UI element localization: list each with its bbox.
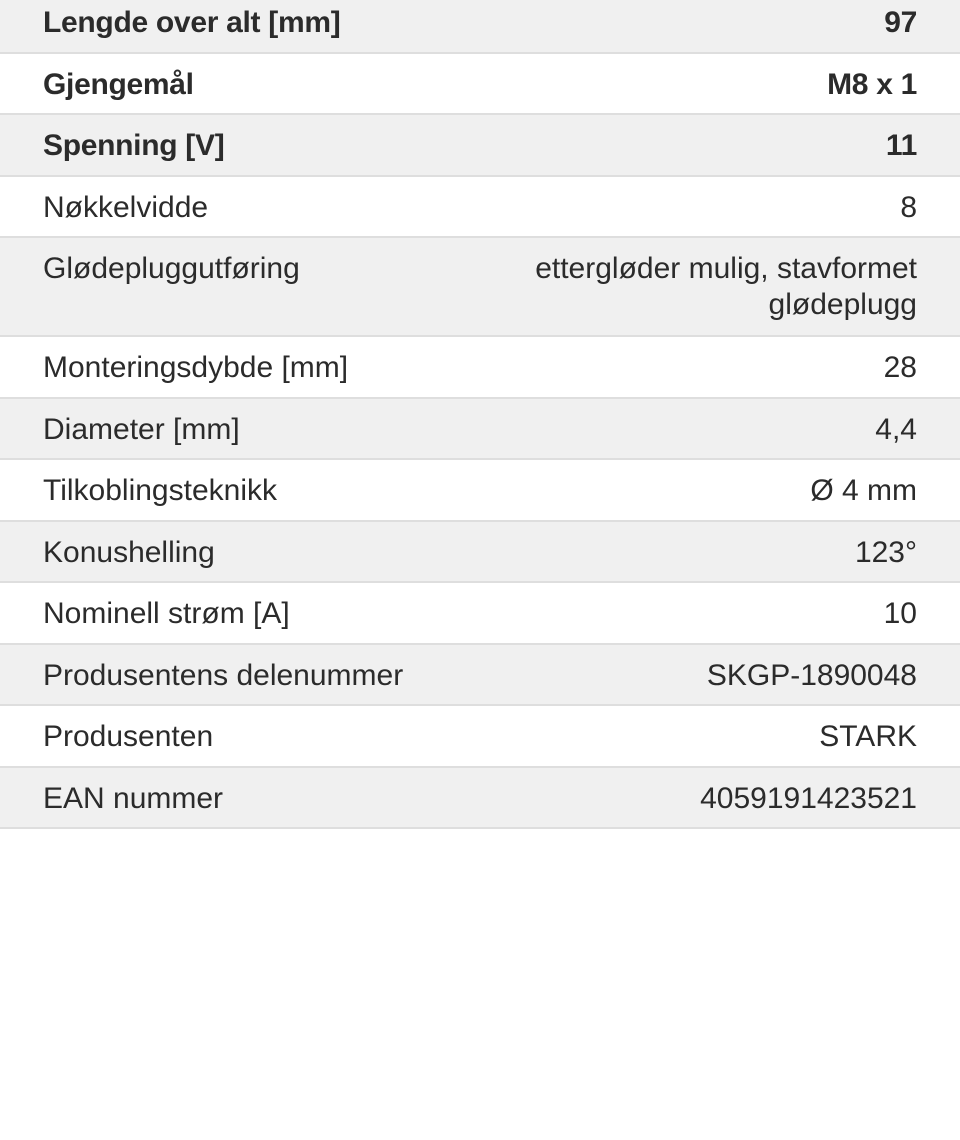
spec-row-cone-angle <box>0 522 960 584</box>
spec-value: 123° <box>854 535 917 569</box>
spec-label: Tilkoblingsteknikk <box>43 474 277 507</box>
spec-value: Ø 4 mm <box>810 474 917 507</box>
spec-row-glow-plug-type <box>0 238 960 337</box>
spec-value: 4059191423521 <box>700 781 917 815</box>
spec-row-manufacturer <box>0 706 960 768</box>
spec-row-voltage <box>0 115 960 177</box>
spec-label: Diameter [mm] <box>43 412 240 446</box>
spec-value: 28 <box>883 351 917 384</box>
spec-label: Produsentens delenummer <box>43 658 404 692</box>
spec-label: Nominell strøm [A] <box>43 597 290 630</box>
spec-value: 8 <box>900 190 917 224</box>
spec-label: Monteringsdybde [mm] <box>43 351 349 384</box>
spec-value: M8 x 1 <box>827 67 917 101</box>
spec-row-wrench-size <box>0 177 960 239</box>
spec-row-overall-length <box>0 0 960 54</box>
spec-label: Glødepluggutføring <box>43 252 300 285</box>
spec-label: Konushelling <box>43 535 215 569</box>
spec-value: ettergløder mulig, stavformet glødeplugg <box>535 252 917 321</box>
spec-value: STARK <box>819 720 917 753</box>
spec-value: 11 <box>885 129 917 162</box>
spec-label: Gjengemål <box>43 67 194 101</box>
spec-label: Spenning [V] <box>43 129 225 162</box>
spec-value: 97 <box>884 6 917 39</box>
spec-row-manufacturer-part-number <box>0 645 960 707</box>
spec-value: 4,4 <box>875 412 917 446</box>
spec-label: Produsenten <box>43 720 214 753</box>
spec-row-mounting-depth <box>0 337 960 399</box>
spec-value: SKGP-1890048 <box>706 658 917 692</box>
spec-label: Lengde over alt [mm] <box>43 6 341 39</box>
spec-row-nominal-current <box>0 583 960 645</box>
spec-row-diameter <box>0 399 960 461</box>
spec-label: EAN nummer <box>43 781 224 815</box>
spec-row-connection-technique <box>0 460 960 522</box>
spec-row-ean-number <box>0 768 960 830</box>
spec-value: 10 <box>883 597 917 630</box>
spec-row-thread-size <box>0 54 960 116</box>
spec-label: Nøkkelvidde <box>43 190 209 224</box>
